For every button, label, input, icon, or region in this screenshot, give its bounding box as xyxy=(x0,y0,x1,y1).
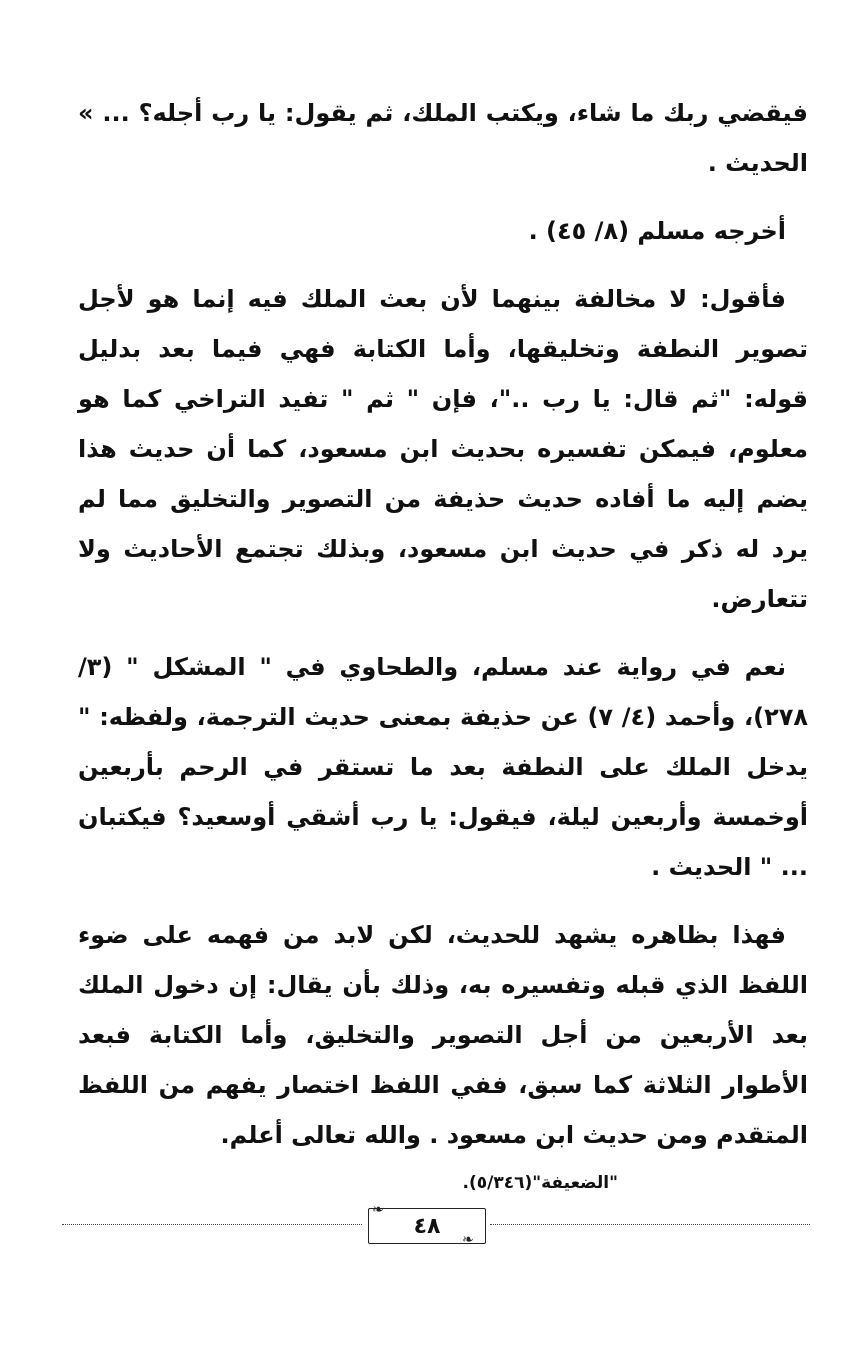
body-text xyxy=(78,88,808,1198)
paragraph-5: فهذا بظاهره يشهد للحديث، لكن لابد من فهمه على ضوء اللفظ الذي قبله وتفسيره به، وذلك بأن يقال: إن دخول الملك بعد الأربعين من أجل التصوير والتخليق، وأما الكتابة فبعد الأطوار الثلاثة كما سبق، ففي اللفظ اختصار يفهم من اللفظ المتقدم ومن حديث ابن مسعود . والله تعالى أعلم. xyxy=(78,921,808,1149)
source-reference: "الضعيفة"(٥/٣٤٦). xyxy=(462,1173,618,1193)
paragraph-2-citation: أخرجه مسلم (٨/ ٤٥) . xyxy=(528,217,786,245)
page-number: ٤٨ xyxy=(413,1213,441,1239)
ornament-icon: ❧ xyxy=(462,1232,474,1248)
paragraph-1: فيقضي ربك ما شاء، ويكتب الملك، ثم يقول: يا رب أجله؟ ... » الحديث . xyxy=(78,99,808,177)
paragraph-4: نعم في رواية عند مسلم، والطحاوي في " المشكل " (٣/ ٢٧٨)، وأحمد (٤/ ٧) عن حذيفة بمعنى حديث الترجمة، ولفظه: " يدخل الملك على النطفة بعد ما تستقر في الرحم بأربعين أوخمسة وأربعين ليلة، فيقول: يا رب أشقي أوسعيد؟ فيكتبان ... " الحديث . xyxy=(78,653,809,881)
paragraph-3: فأقول: لا مخالفة بينهما لأن بعث الملك فيه إنما هو لأجل تصوير النطفة وتخليقها، وأما الكتابة فهي فيما بعد بدليل قوله: "ثم قال: يا رب .."، فإن " ثم " تفيد التراخي كما هو معلوم، فيمكن تفسيره بحديث ابن مسعود، كما أن حديث هذا يضم إليه ما أفاده حديث حذيفة من التصوير والتخليق مما لم يرد له ذكر في حديث ابن مسعود، وبذلك تجتمع الأحاديث ولا تتعارض. xyxy=(78,285,808,613)
footer-divider-right xyxy=(490,1224,810,1225)
ornament-icon: ❧ xyxy=(372,1202,384,1218)
footer-divider-left xyxy=(62,1224,362,1225)
